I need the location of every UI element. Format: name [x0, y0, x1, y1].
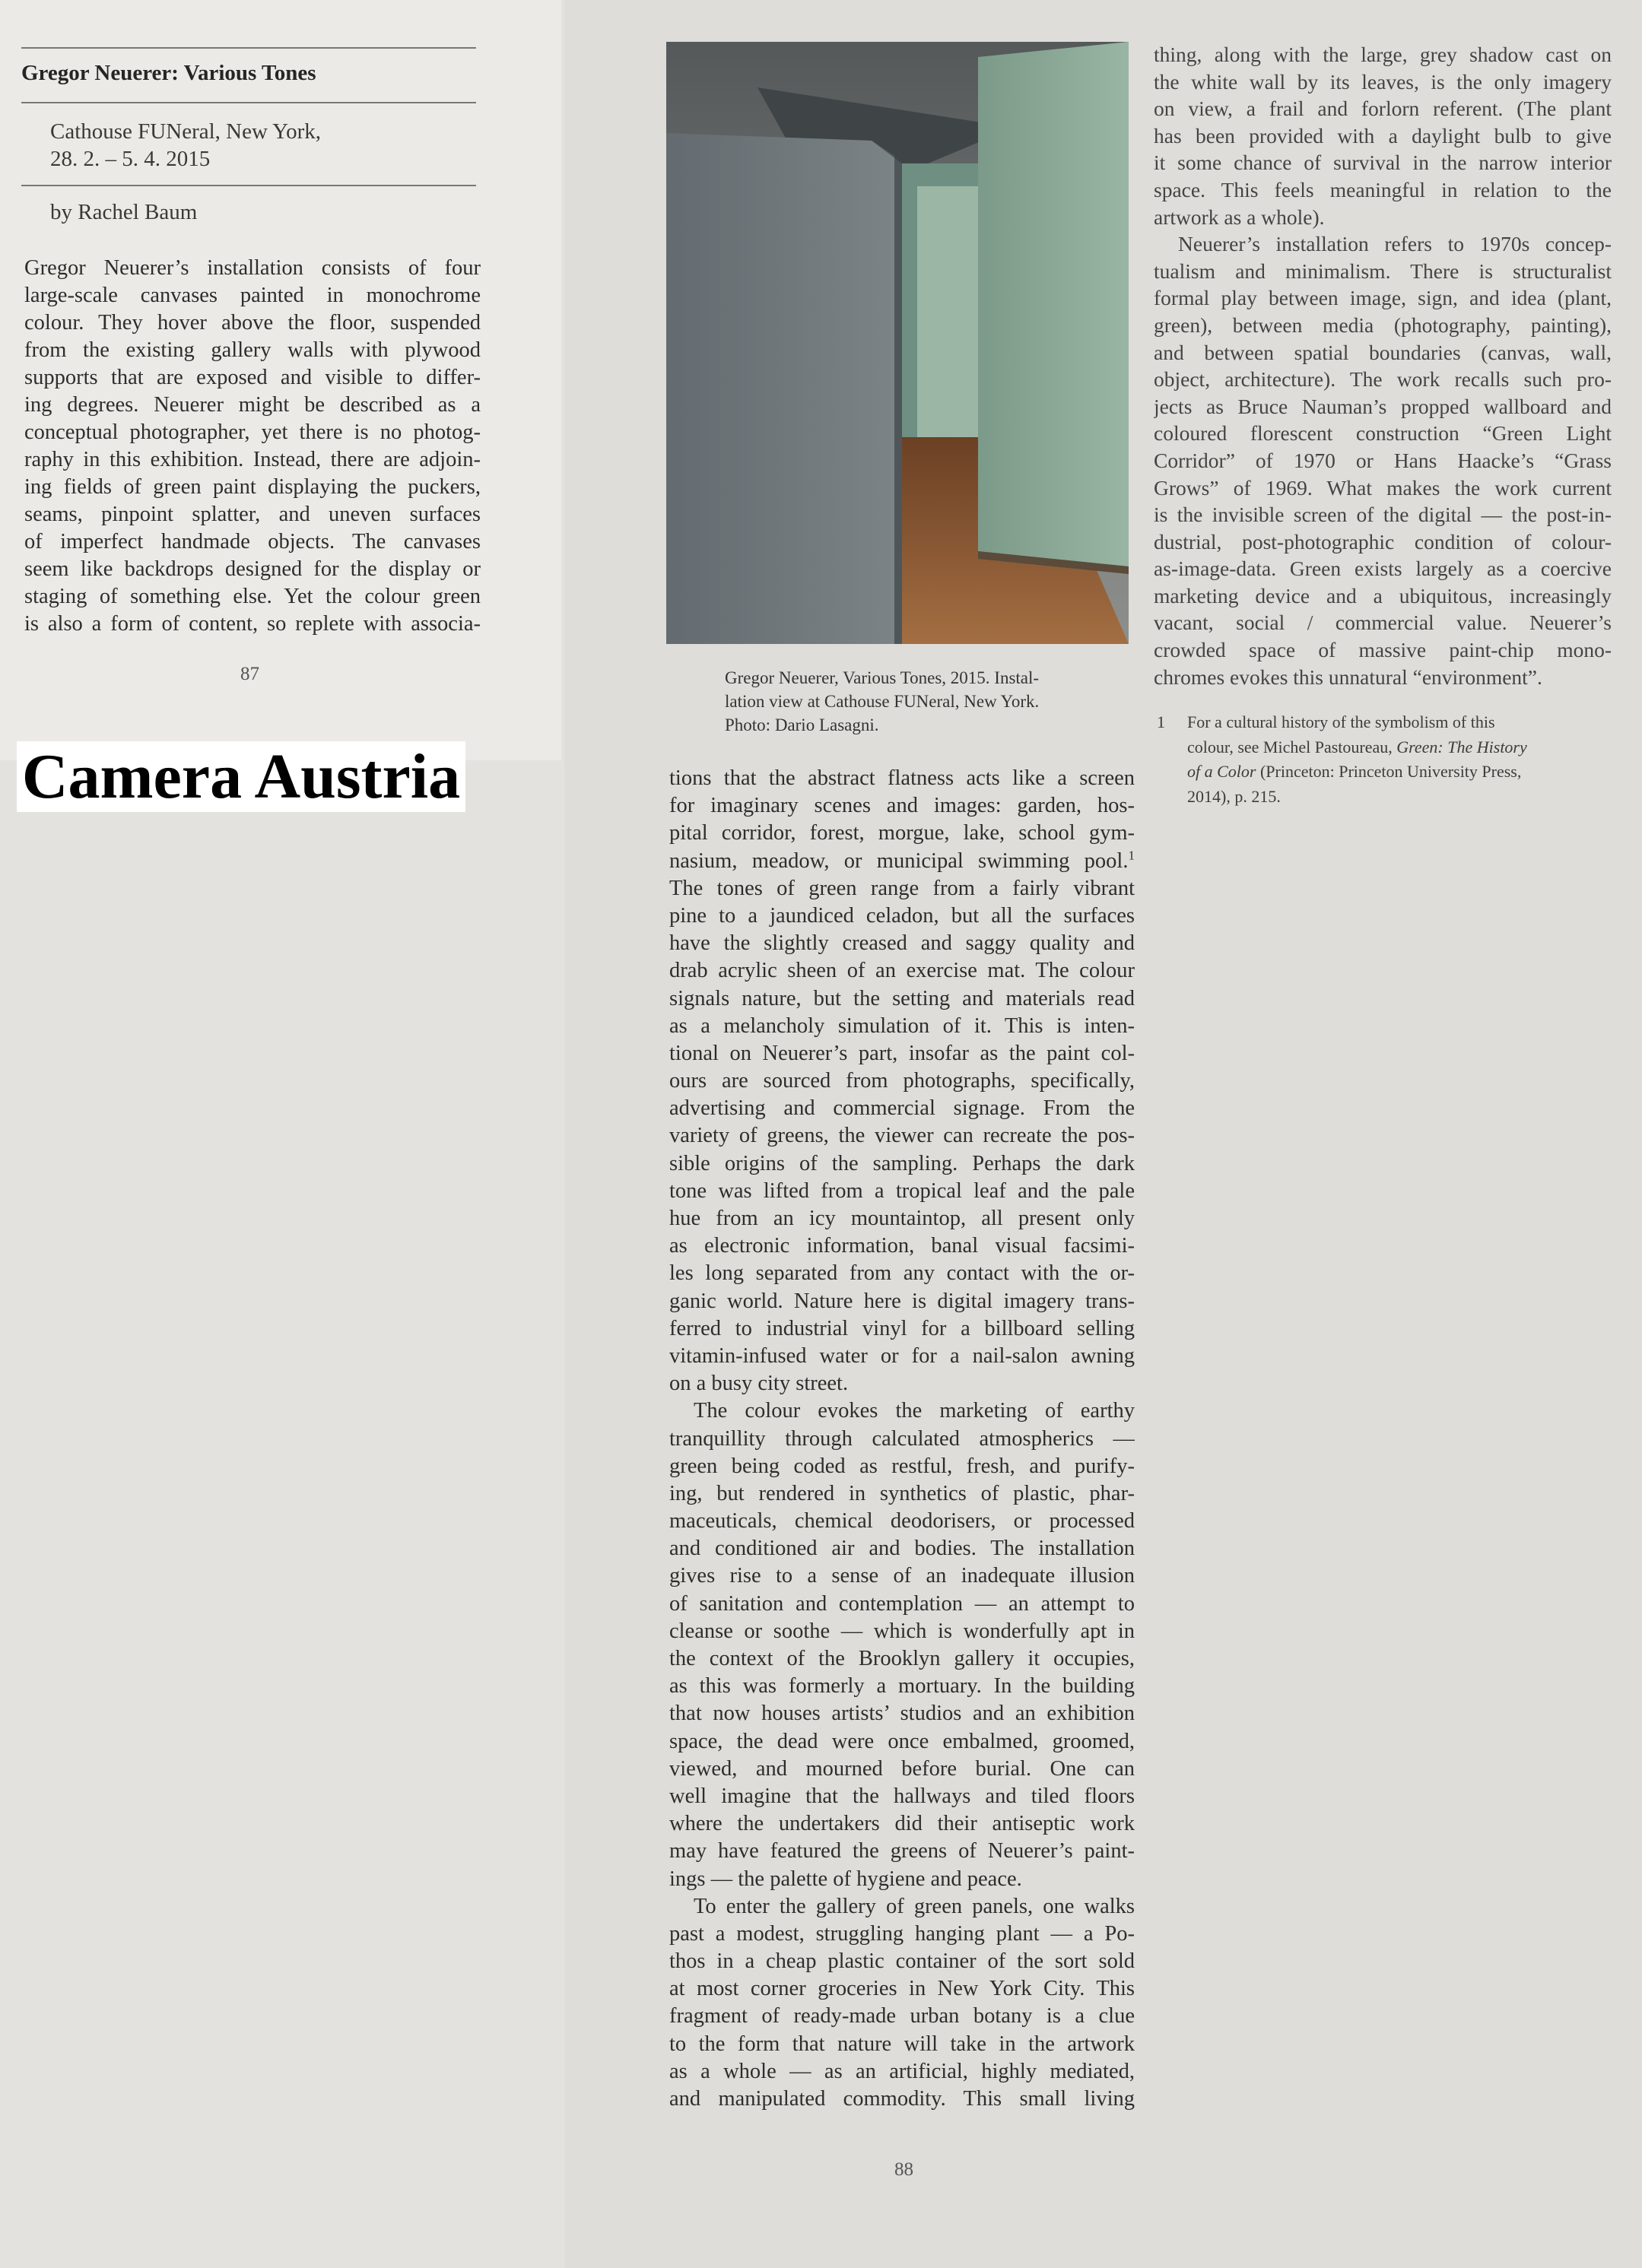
text-line: cleanse or soothe — which is wonderfully apt in [669, 1619, 1135, 1643]
venue-info [50, 118, 321, 173]
text-line: thos in a cheap plastic container of the sort sold [669, 1949, 1135, 1974]
text-line-with-footnote [669, 848, 1135, 875]
left-page-clipping [0, 0, 561, 760]
text-line: from the existing gallery walls with plywood [24, 338, 481, 362]
top-rule [21, 47, 476, 49]
text-line: at most corner groceries in New York City. This [669, 1977, 1135, 2001]
text-line: space. This feels meaningful in relation to the [1154, 177, 1612, 201]
text-line: large-scale canvases painted in monochrome [24, 284, 481, 307]
text-line: hue from an icy mountaintop, all present only [669, 1207, 1135, 1230]
article-title: Gregor Neuerer: Various Tones [21, 61, 316, 85]
footnote-text-part: (Princeton: Princeton University Press, [1259, 762, 1522, 781]
venue: Cathouse FUNeral, New York, [50, 119, 322, 144]
text-line: of sanitation and contemplation — an attempt to [669, 1591, 1135, 1616]
installation-photo [666, 42, 1129, 644]
text-line: chromes evokes this unnatural “environment”. [1154, 665, 1542, 689]
footnote-line: 2014), p. 215. [1187, 786, 1281, 806]
text-line: conceptual photographer, yet there is no photog- [24, 420, 481, 444]
text-line-content: nasium, meadow, or municipal swimming pool. [669, 849, 1129, 873]
text-line: Neuerer’s installation refers to 1970s concep- [1178, 232, 1612, 256]
dates: 28. 2. – 5. 4. 2015 [50, 147, 211, 171]
text-line: pine to a jaundiced celadon, but all the surfaces [669, 903, 1135, 928]
text-line: ing fields of green paint displaying the puckers, [24, 475, 481, 499]
text-line: the white wall by its leaves, is the only imagery [1154, 69, 1612, 94]
text-line: where the undertakers did their antiseptic work [669, 1812, 1135, 1836]
text-line: tional on Neuerer’s part, insofar as the paint col- [669, 1041, 1135, 1065]
text-line: has been provided with a daylight bulb to give [1154, 123, 1612, 147]
text-line: as electronic information, banal visual facsimi- [669, 1234, 1135, 1258]
caption-line: Gregor Neuerer, Various Tones, 2015. Instal- [725, 668, 1040, 687]
footnote-line [1187, 760, 1607, 785]
text-line: object, architecture). The work recalls such pro- [1154, 367, 1612, 392]
text-line: as a whole — as an artificial, highly mediated, [669, 2059, 1135, 2083]
text-line: ing, but rendered in synthetics of plastic, phar- [669, 1481, 1135, 1505]
text-line: seams, pinpoint splatter, and uneven surfaces [24, 503, 481, 526]
text-line: space, the dead were once embalmed, groomed, [669, 1729, 1135, 1753]
byline: by Rachel Baum [50, 200, 198, 224]
text-line: dustrial, post-photographic condition of colour- [1154, 529, 1612, 554]
text-line: fragment of ready-made urban botany is a clue [669, 2004, 1135, 2029]
text-line: well imagine that the hallways and tiled floors [669, 1784, 1135, 1808]
text-line: vitamin-infused water or for a nail-salon awning [669, 1343, 1135, 1368]
title-rule [21, 102, 476, 103]
camera-austria-logo: Camera Austria [17, 741, 465, 812]
book-title-continued: of a Color [1187, 762, 1256, 781]
text-line: ferred to industrial vinyl for a billboard selling [669, 1316, 1135, 1340]
intro-paragraph [24, 255, 481, 638]
middle-column [669, 765, 1135, 2113]
page-number-left: 87 [240, 664, 259, 684]
text-line: past a modest, struggling hanging plant — a Po- [669, 1921, 1135, 1946]
text-line: as-image-data. Green exists largely as a coercive [1154, 557, 1612, 581]
text-line: ing degrees. Neuerer might be described as a [24, 393, 481, 417]
text-line: tranquillity through calculated atmospherics — [669, 1426, 1135, 1451]
text-line: have the slightly creased and saggy quality and [669, 931, 1135, 956]
text-line: sible origins of the sampling. Perhaps the dark [669, 1151, 1135, 1175]
text-line: colour. They hover above the floor, suspended [24, 311, 481, 335]
text-line: ings — the palette of hygiene and peace. [669, 1867, 1022, 1891]
photo-caption [725, 666, 1128, 737]
text-line: seem like backdrops designed for the display or [24, 557, 481, 581]
text-line: viewed, and mourned before burial. One can [669, 1756, 1135, 1781]
text-line: green), between media (photography, painting), [1154, 312, 1612, 337]
text-line: marketing device and a ubiquitous, increasingly [1154, 583, 1612, 607]
text-line: staging of something else. Yet the colour green [24, 585, 481, 608]
text-line: formal play between image, sign, and idea (plant, [1154, 286, 1612, 310]
caption-line: Photo: Dario Lasagni. [725, 715, 879, 734]
text-line: green being coded as restful, fresh, and purify- [669, 1454, 1135, 1478]
text-line: may have featured the greens of Neuerer’s paint- [669, 1839, 1135, 1864]
text-line: tualism and minimalism. There is structuralist [1154, 259, 1612, 283]
right-column [1154, 41, 1612, 690]
text-line: gives rise to a sense of an inadequate illusion [669, 1564, 1135, 1588]
text-line: ganic world. Nature here is digital imagery trans- [669, 1289, 1135, 1313]
book-title: Green: The History [1396, 737, 1527, 757]
text-line: and conditioned air and bodies. The installation [669, 1537, 1135, 1561]
footnote-text-part: colour, see Michel Pastoureau, [1187, 737, 1393, 757]
text-line: and manipulated commodity. This small living [669, 2087, 1135, 2111]
text-line: crowded space of massive paint-chip mono- [1154, 638, 1612, 662]
text-line: thing, along with the large, grey shadow cast on [1154, 43, 1612, 66]
text-line: that now houses artists’ studios and an exhibition [669, 1702, 1135, 1726]
text-line: signals nature, but the setting and materials read [669, 986, 1135, 1010]
text-line: coloured florescent construction “Green Light [1154, 421, 1612, 446]
footnote-text [1187, 710, 1607, 809]
text-line: vacant, social / commercial value. Neuerer’s [1154, 611, 1612, 635]
text-line: drab acrylic sheen of an exercise mat. The colour [669, 959, 1135, 983]
text-line: the context of the Brooklyn gallery it occupies, [669, 1647, 1135, 1670]
footnote-line [1187, 735, 1607, 760]
text-line: to the form that nature will take in the artwork [669, 2032, 1135, 2056]
text-line: pital corridor, forest, morgue, lake, school gym- [669, 821, 1135, 845]
text-line: The tones of green range from a fairly vibrant [669, 876, 1135, 900]
footnote-line: For a cultural history of the symbolism of this [1187, 712, 1495, 731]
text-line: Grows” of 1969. What makes the work current [1154, 475, 1612, 500]
installation-view-image [666, 42, 1129, 644]
text-line: jects as Bruce Nauman’s propped wallboard and [1154, 394, 1612, 418]
text-line: To enter the gallery of green panels, one walks [694, 1894, 1135, 1918]
text-line: Gregor Neuerer’s installation consists of four [24, 256, 481, 280]
text-line: it some chance of survival in the narrow interior [1154, 151, 1612, 175]
text-line: maceuticals, chemical deodorisers, or processed [669, 1509, 1135, 1534]
text-line: variety of greens, the viewer can recreate the pos- [669, 1124, 1135, 1148]
text-line: The colour evokes the marketing of earthy [694, 1399, 1135, 1423]
text-line: of imperfect handmade objects. The canvases [24, 530, 481, 554]
text-line: is the invisible screen of the digital — the post-in- [1154, 503, 1612, 527]
text-line: on a busy city street. [669, 1372, 849, 1396]
footnote-marker: 1 [1128, 848, 1135, 863]
text-line: supports that are exposed and visible to differ- [24, 366, 481, 389]
text-line: tions that the abstract flatness acts like a screen [669, 766, 1135, 790]
text-line: and between spatial boundaries (canvas, wall, [1154, 340, 1612, 364]
text-line: les long separated from any contact with the or- [669, 1261, 1135, 1286]
text-line: for imaginary scenes and images: garden, hos- [669, 794, 1135, 818]
text-line: as a melancholy simulation of it. This is inten- [669, 1013, 1135, 1038]
text-line: tone was lifted from a tropical leaf and the pale [669, 1178, 1135, 1203]
text-line: on view, a frail and forlorn referent. (The plant [1154, 97, 1612, 121]
venue-rule [21, 185, 476, 186]
footnote-number: 1 [1157, 712, 1165, 731]
text-line: Corridor” of 1970 or Hans Haacke’s “Grass [1154, 448, 1612, 472]
text-line: advertising and commercial signage. From the [669, 1096, 1135, 1121]
text-line: artwork as a whole). [1154, 205, 1325, 229]
text-line: is also a form of content, so replete with associa- [24, 612, 481, 636]
text-line: raphy in this exhibition. Instead, there are adjoin- [24, 448, 481, 471]
text-line: ours are sourced from photographs, specifically, [669, 1069, 1135, 1093]
page-number-right: 88 [894, 2159, 913, 2180]
caption-line: lation view at Cathouse FUNeral, New York. [725, 692, 1040, 711]
text-line: as this was formerly a mortuary. In the building [669, 1674, 1135, 1699]
